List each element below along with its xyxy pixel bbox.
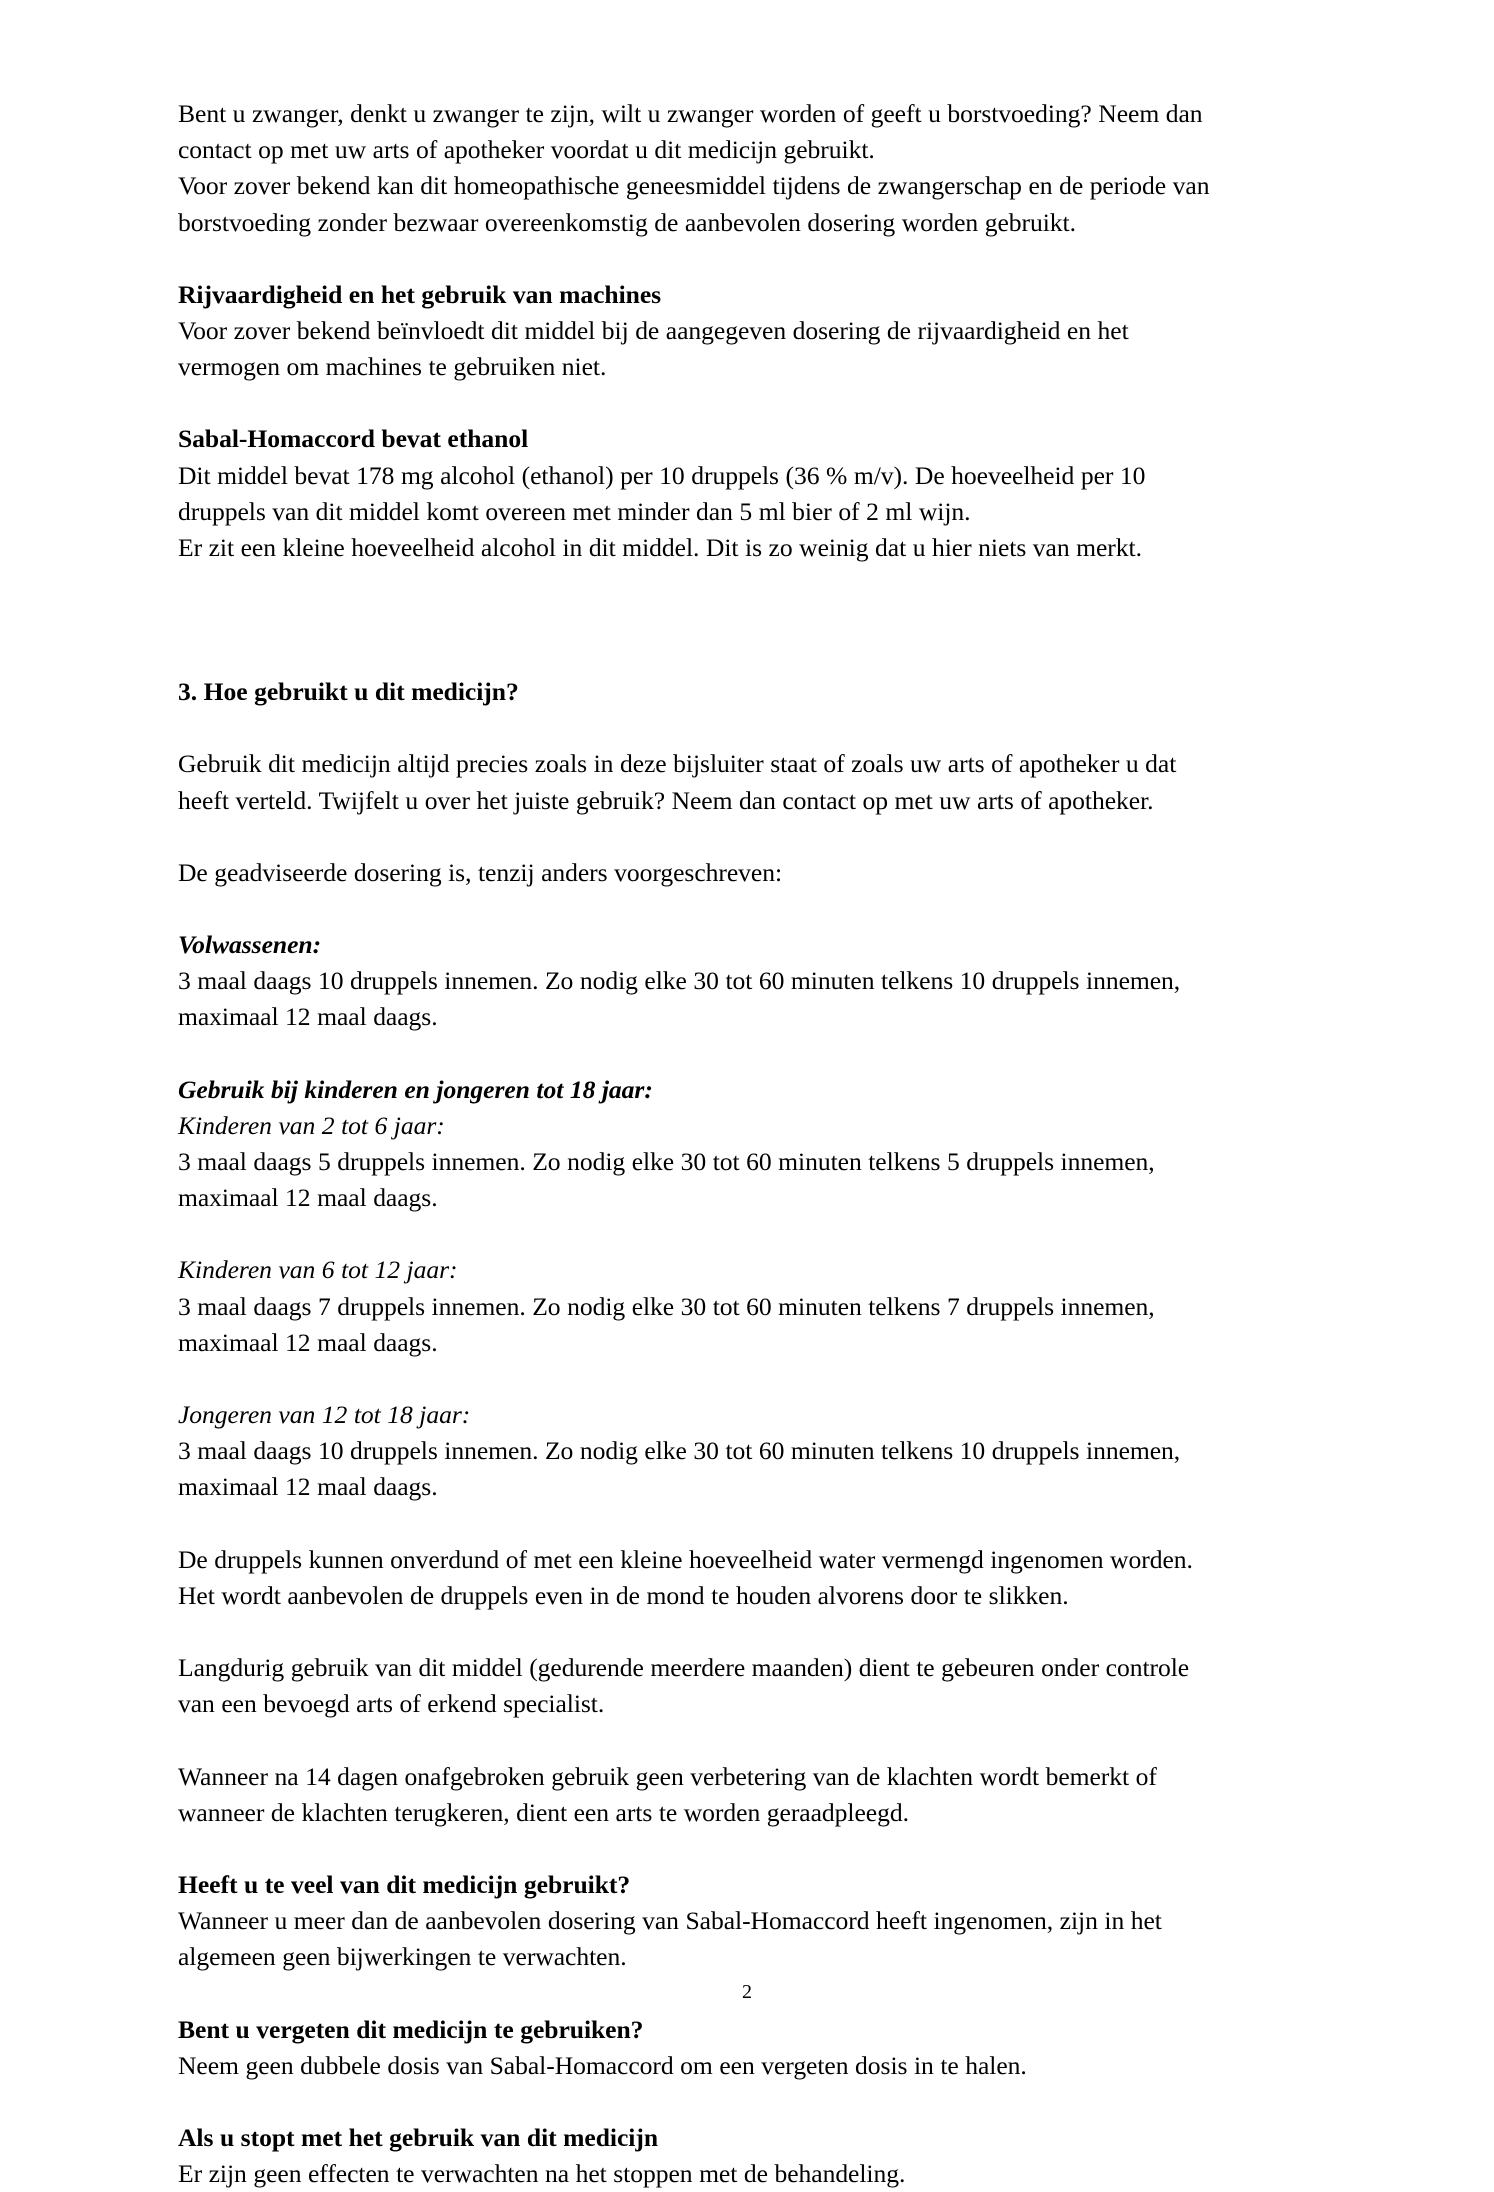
pregnancy-line-1: Bent u zwanger, denkt u zwanger te zijn, wilt u zwanger worden of geeft u borstvoeding? Neem dan — [178, 99, 1203, 128]
pregnancy-paragraph — [178, 96, 1296, 241]
ethanol-line-1: Dit middel bevat 178 mg alcohol (ethanol) per 10 druppels (36 % m/v). De hoeveelheid per 10 — [178, 460, 1146, 490]
section-3-intro — [178, 746, 1296, 818]
spacer — [178, 1506, 1296, 1542]
youth-12-18-line-1: 3 maal daags 10 druppels innemen. Zo nodig elke 30 tot 60 minuten telkens 10 druppels innemen, — [178, 1436, 1181, 1466]
section-3-intro-line-1: Gebruik dit medicijn altijd precies zoals in deze bijsluiter staat of zoals uw arts of apotheker u dat — [178, 749, 1177, 779]
spacer — [178, 2084, 1296, 2120]
children-2-6-line-2: maximaal 12 maal daags. — [178, 1183, 438, 1213]
stopping-heading: Als u stopt met het gebruik van dit medicijn — [178, 2122, 659, 2152]
pregnancy-line-3: Voor zover bekend kan dit homeopathische geneesmiddel tijdens de zwangerschap en de periode van — [178, 171, 1210, 201]
dosing-advice-text: De geadviseerde dosering is, tenzij anders voorgeschreven: — [178, 857, 783, 887]
stopping-line-1: Er zijn geen effecten te verwachten na het stoppen met de behandeling. — [178, 2159, 906, 2189]
section-3-heading: 3. Hoe gebruikt u dit medicijn? — [178, 677, 519, 707]
children-6-12-dosing — [178, 1252, 1296, 1361]
spacer — [178, 241, 1296, 277]
missed-dose-section — [178, 2012, 1296, 2084]
children-6-12-line-2: maximaal 12 maal daags. — [178, 1327, 438, 1357]
children-dosing — [178, 1072, 1296, 1217]
youth-12-18-dosing — [178, 1397, 1296, 1506]
pregnancy-line-4: borstvoeding zonder bezwaar overeenkomstig de aanbevolen dosering worden gebruikt. — [178, 207, 1076, 237]
driving-heading: Rijvaardigheid en het gebruik van machines — [178, 279, 662, 309]
overdose-line-2: algemeen geen bijwerkingen te verwachten. — [178, 1942, 627, 1972]
ethanol-line-2: druppels van dit middel komt overeen met minder dan 5 ml bier of 2 ml wijn. — [178, 496, 971, 526]
youth-12-18-line-2: maximaal 12 maal daags. — [178, 1472, 438, 1502]
spacer — [178, 638, 1296, 674]
overdose-line-1: Wanneer u meer dan de aanbevolen dosering van Sabal-Homaccord heeft ingenomen, zijn in het — [178, 1906, 1162, 1936]
spacer — [178, 385, 1296, 421]
driving-line-1: Voor zover bekend beïnvloedt dit middel bij de aangegeven dosering de rijvaardigheid en het — [178, 316, 1129, 346]
spacer — [178, 566, 1296, 638]
ethanol-line-3: Er zit een kleine hoeveelheid alcohol in dit middel. Dit is zo weinig dat u hier niets van merkt. — [178, 533, 1142, 563]
spacer — [178, 891, 1296, 927]
administration-line-1: De druppels kunnen onverdund of met een kleine hoeveelheid water vermengd ingenomen worden. — [178, 1544, 1193, 1574]
children-heading: Gebruik bij kinderen en jongeren tot 18 jaar: — [178, 1074, 653, 1104]
overdose-heading: Heeft u te veel van dit medicijn gebruikt? — [178, 1869, 631, 1899]
missed-dose-heading: Bent u vergeten dit medicijn te gebruiken? — [178, 2014, 644, 2044]
longterm-line-2: van een bevoegd arts of erkend specialist. — [178, 1689, 605, 1719]
driving-line-2: vermogen om machines te gebruiken niet. — [178, 352, 607, 382]
missed-dose-line-1: Neem geen dubbele dosis van Sabal-Homaccord om een vergeten dosis in te halen. — [178, 2050, 1027, 2080]
children-6-12-subheading: Kinderen van 6 tot 12 jaar: — [178, 1255, 458, 1285]
children-2-6-line-1: 3 maal daags 5 druppels innemen. Zo nodig elke 30 tot 60 minuten telkens 5 druppels innemen, — [178, 1147, 1155, 1177]
longterm-line-1: Langdurig gebruik van dit middel (gedurende meerdere maanden) dient te gebeuren onder controle — [178, 1653, 1190, 1683]
ethanol-section — [178, 421, 1296, 566]
longterm-use-paragraph — [178, 1650, 1296, 1722]
page-number: 2 — [742, 1981, 752, 2003]
youth-12-18-subheading: Jongeren van 12 tot 18 jaar: — [178, 1400, 471, 1430]
adults-heading: Volwassenen: — [178, 930, 322, 960]
spacer — [178, 1831, 1296, 1867]
children-2-6-subheading: Kinderen van 2 tot 6 jaar: — [178, 1110, 445, 1140]
no-improvement-line-1: Wanneer na 14 dagen onafgebroken gebruik geen verbetering van de klachten wordt bemerkt of — [178, 1761, 1157, 1791]
spacer — [178, 1361, 1296, 1397]
pregnancy-line-2: contact op met uw arts of apotheker voordat u dit medicijn gebruikt. — [178, 135, 875, 165]
document-body — [178, 96, 1296, 2192]
no-improvement-line-2: wanneer de klachten terugkeren, dient een arts te worden geraadpleegd. — [178, 1797, 909, 1827]
section-3-intro-line-2: heeft verteld. Twijfelt u over het juiste gebruik? Neem dan contact op met uw arts of apotheker. — [178, 785, 1154, 815]
ethanol-heading: Sabal-Homaccord bevat ethanol — [178, 424, 529, 454]
administration-paragraph — [178, 1542, 1296, 1614]
dosing-advice-line — [178, 855, 1296, 891]
spacer — [178, 1723, 1296, 1759]
spacer — [178, 1614, 1296, 1650]
spacer — [178, 710, 1296, 746]
overdose-section — [178, 1867, 1296, 1976]
administration-line-2: Het wordt aanbevolen de druppels even in de mond te houden alvorens door te slikken. — [178, 1580, 1069, 1610]
stopping-section — [178, 2120, 1296, 2192]
adults-line-1: 3 maal daags 10 druppels innemen. Zo nodig elke 30 tot 60 minuten telkens 10 druppels innemen, — [178, 966, 1181, 996]
adults-line-2: maximaal 12 maal daags. — [178, 1002, 438, 1032]
driving-section — [178, 277, 1296, 386]
adults-dosing — [178, 927, 1296, 1036]
section-3 — [178, 674, 1296, 710]
spacer — [178, 1036, 1296, 1072]
spacer — [178, 1216, 1296, 1252]
spacer — [178, 819, 1296, 855]
children-6-12-line-1: 3 maal daags 7 druppels innemen. Zo nodig elke 30 tot 60 minuten telkens 7 druppels innemen, — [178, 1291, 1155, 1321]
no-improvement-paragraph — [178, 1759, 1296, 1831]
